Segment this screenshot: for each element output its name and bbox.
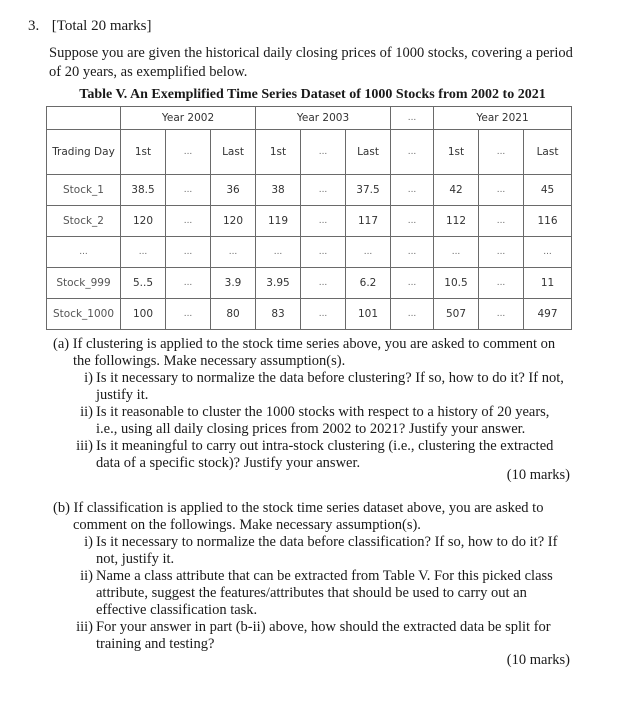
part-b-items: [53, 534, 573, 653]
price-cell: 38: [256, 175, 301, 206]
price-cell: ...: [479, 206, 524, 237]
part-a-text: If clustering is applied to the stock time series above, you are asked to comment on the followings. Make necessary assumption(s).: [72, 336, 556, 369]
year-header: Year 2003: [256, 107, 391, 130]
day-header-cell: 1st: [121, 130, 166, 175]
year-header-row: [47, 107, 572, 130]
year-header: Year 2002: [121, 107, 256, 130]
price-cell: ...: [346, 237, 391, 268]
part-a-items: [53, 370, 573, 472]
trading-day-header-row: [47, 130, 572, 175]
price-cell: ...: [166, 268, 211, 299]
part-a-head: [53, 336, 573, 370]
table-caption: Table V. An Exemplified Time Series Dataset of 1000 Stocks from 2002 to 2021: [79, 87, 546, 102]
day-header-cell: 1st: [256, 130, 301, 175]
price-cell: 117: [346, 206, 391, 237]
table-row: [47, 299, 572, 330]
price-cell: 42: [434, 175, 479, 206]
day-header-cell: ...: [391, 130, 434, 175]
table-row: [47, 175, 572, 206]
sub-question-number: i): [84, 534, 93, 550]
year-header: ...: [391, 107, 434, 130]
stock-name-cell: Stock_1: [47, 175, 121, 206]
stock-name-cell: Stock_999: [47, 268, 121, 299]
price-cell: ...: [391, 175, 434, 206]
price-cell: ...: [479, 175, 524, 206]
part-b-marks: (10 marks): [506, 652, 570, 668]
question-intro: Suppose you are given the historical daily closing prices of 1000 stocks, covering a period of 20 years, as exemplified below.: [49, 45, 573, 80]
price-cell: ...: [301, 268, 346, 299]
sub-question-number: ii): [80, 568, 93, 584]
stock-table: [46, 106, 572, 330]
price-cell: 38.5: [121, 175, 166, 206]
day-header-cell: ...: [301, 130, 346, 175]
part-b-text: If classification is applied to the stock time series dataset above, you are asked to comment on the followings. Make necessary assumption(s).: [73, 500, 544, 533]
price-cell: ...: [166, 299, 211, 330]
price-cell: ...: [166, 206, 211, 237]
price-cell: 3.9: [211, 268, 256, 299]
price-cell: 507: [434, 299, 479, 330]
price-cell: ...: [121, 237, 166, 268]
price-cell: 80: [211, 299, 256, 330]
price-cell: ...: [479, 237, 524, 268]
price-cell: 11: [524, 268, 572, 299]
price-cell: ...: [301, 299, 346, 330]
price-cell: 120: [121, 206, 166, 237]
sub-question-number: iii): [76, 438, 93, 454]
stock-name-cell: ...: [47, 237, 121, 268]
sub-question-number: iii): [76, 619, 93, 635]
sub-question: [53, 370, 573, 404]
price-cell: ...: [211, 237, 256, 268]
question-number: 3.: [28, 18, 40, 34]
price-cell: 100: [121, 299, 166, 330]
table-row: [47, 237, 572, 268]
part-a-label: (a): [53, 336, 70, 352]
sub-question-text: Is it reasonable to cluster the 1000 stocks with respect to a history of 20 years, i.e., using all daily closing prices from 2002 to 2021? Justify your answer.: [96, 404, 550, 437]
price-cell: 83: [256, 299, 301, 330]
day-header-cell: Last: [524, 130, 572, 175]
part-b-head: [53, 500, 573, 534]
sub-question-text: For your answer in part (b-ii) above, how should the extracted data be split for training and testing?: [96, 619, 551, 652]
part-a-marks: (10 marks): [506, 467, 570, 483]
price-cell: 116: [524, 206, 572, 237]
table-body: [47, 175, 572, 330]
question-total-marks: [Total 20 marks]: [51, 18, 152, 34]
price-cell: 119: [256, 206, 301, 237]
price-cell: ...: [479, 299, 524, 330]
sub-question-text: Name a class attribute that can be extracted from Table V. For this picked class attribute, suggest the features/attributes that should be used to carry out an effective classification task.: [96, 568, 553, 618]
price-cell: ...: [256, 237, 301, 268]
price-cell: ...: [434, 237, 479, 268]
price-cell: ...: [524, 237, 572, 268]
price-cell: 101: [346, 299, 391, 330]
price-cell: ...: [391, 237, 434, 268]
sub-question-number: i): [84, 370, 93, 386]
sub-question-number: ii): [80, 404, 93, 420]
sub-question: [53, 438, 573, 472]
price-cell: ...: [301, 206, 346, 237]
day-header-cell: Last: [211, 130, 256, 175]
part-b-label: (b): [53, 500, 70, 516]
stock-name-cell: Stock_2: [47, 206, 121, 237]
price-cell: 112: [434, 206, 479, 237]
sub-question: [53, 568, 573, 619]
year-header: Year 2021: [434, 107, 572, 130]
table-row: [47, 268, 572, 299]
price-cell: 37.5: [346, 175, 391, 206]
day-header-cell: ...: [479, 130, 524, 175]
part-b: [53, 500, 573, 653]
price-cell: 120: [211, 206, 256, 237]
price-cell: 3.95: [256, 268, 301, 299]
price-cell: 497: [524, 299, 572, 330]
price-cell: ...: [166, 237, 211, 268]
price-cell: ...: [479, 268, 524, 299]
question-header: [28, 18, 152, 35]
price-cell: ...: [391, 299, 434, 330]
corner-cell: [47, 107, 121, 130]
day-header-cell: 1st: [434, 130, 479, 175]
price-cell: ...: [391, 206, 434, 237]
day-header-cell: Last: [346, 130, 391, 175]
price-cell: 5..5: [121, 268, 166, 299]
price-cell: ...: [166, 175, 211, 206]
stock-name-cell: Stock_1000: [47, 299, 121, 330]
sub-question-text: Is it meaningful to carry out intra-stock clustering (i.e., clustering the extracted data of a specific stock)? Justify your answer.: [96, 438, 554, 471]
price-cell: 45: [524, 175, 572, 206]
sub-question-text: Is it necessary to normalize the data before clustering? If so, how to do it? If not, justify it.: [96, 370, 564, 403]
price-cell: 6.2: [346, 268, 391, 299]
trading-day-label: Trading Day: [47, 130, 121, 175]
price-cell: ...: [391, 268, 434, 299]
sub-question: [53, 534, 573, 568]
part-a: [53, 336, 573, 472]
sub-question: [53, 619, 573, 653]
price-cell: 36: [211, 175, 256, 206]
table-row: [47, 206, 572, 237]
price-cell: ...: [301, 237, 346, 268]
sub-question-text: Is it necessary to normalize the data before classification? If so, how to do it? If not, justify it.: [96, 534, 558, 567]
price-cell: 10.5: [434, 268, 479, 299]
sub-question: [53, 404, 573, 438]
price-cell: ...: [301, 175, 346, 206]
day-header-cell: ...: [166, 130, 211, 175]
